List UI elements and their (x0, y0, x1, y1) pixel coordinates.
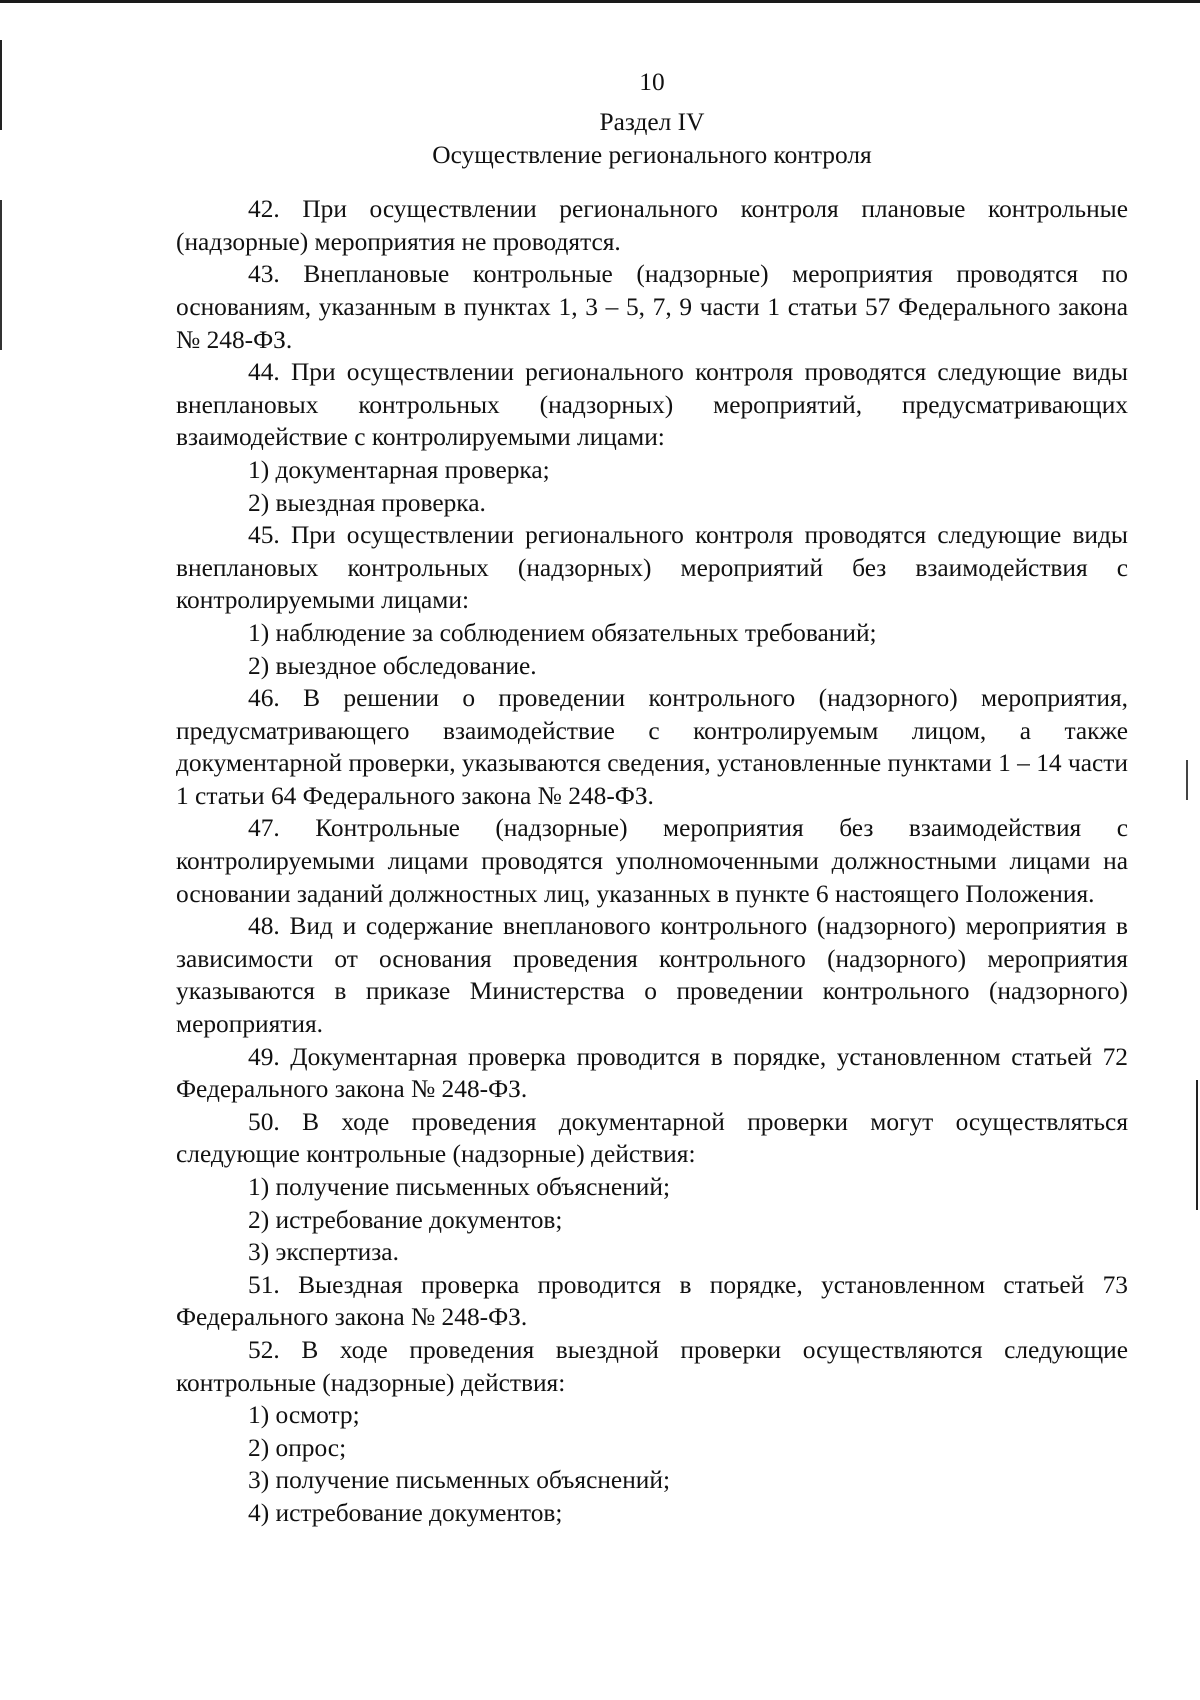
list-item: 4) истребование документов; (248, 1498, 563, 1527)
paragraph-42: 42. При осуществлении регионального контроля плановые контрольные (надзорные) мероприятия не проводятся. (176, 195, 1128, 256)
section-title: Раздел IV (599, 108, 705, 136)
paragraph-52: 52. В ходе проведения выездной проверки осуществляются следующие контрольные (надзорные) действия: (176, 1335, 1128, 1397)
paragraph-48: 48. Вид и содержание внепланового контрольного (надзорного) мероприятия в зависимости от основания проведения контрольного (надзорного) мероприятия указываются в приказе Министерства о проведении контрольного (надзорного) мероприятия. (176, 912, 1128, 1039)
list-item: 2) истребование документов; (248, 1205, 563, 1234)
list-item: 1) получение письменных объяснений; (248, 1173, 671, 1201)
scan-edge (1196, 1080, 1198, 1210)
list-item: 1) наблюдение за соблюдением обязательных требований; (248, 618, 877, 647)
paragraph-50: 50. В ходе проведения документарной проверки могут осуществляться следующие контрольные (надзорные) действия: (176, 1107, 1128, 1169)
section-subtitle: Осуществление регионального контроля (432, 140, 872, 169)
page-number: 10 (639, 68, 665, 96)
scan-edge (0, 200, 2, 350)
list-item: 3) экспертиза. (248, 1238, 399, 1267)
list-item: 1) осмотр; (248, 1401, 360, 1430)
paragraph-44: 44. При осуществлении регионального контроля проводятся следующие виды внеплановых контрольных (надзорных) мероприятий, предусматривающих взаимодействие с контролируемыми лицами: (176, 358, 1128, 452)
scan-edge (0, 40, 2, 130)
list-item: 2) выездная проверка. (248, 488, 486, 517)
paragraph-47: 47. Контрольные (надзорные) мероприятия без взаимодействия с контролируемыми лицами проводятся уполномоченными должностными лицами на основании заданий должностных лиц, указанных в пункте 6 настоящего Положения. (176, 814, 1128, 908)
scan-edge (1186, 760, 1188, 800)
scan-edge (0, 0, 1200, 3)
paragraph-43: 43. Внеплановые контрольные (надзорные) мероприятия проводятся по основаниям, указанным в пунктах 1, 3 – 5, 7, 9 части 1 статьи 57 Федерального закона № 248-ФЗ. (176, 260, 1128, 354)
paragraph-46: 46. В решении о проведении контрольного (надзорного) мероприятия, предусматривающего взаимодействие с контролируемым лицом, а также документарной проверки, указываются сведения, установленные пунктами 1 – 14 части 1 статьи 64 Федерального закона № 248-ФЗ. (176, 684, 1128, 810)
list-item: 1) документарная проверка; (248, 455, 550, 484)
paragraph-51: 51. Выездная проверка проводится в порядке, установленном статьей 73 Федерального закона № 248-ФЗ. (176, 1270, 1128, 1332)
list-item: 2) опрос; (248, 1433, 347, 1462)
list-item: 3) получение письменных объяснений; (248, 1466, 671, 1495)
document-page (176, 66, 1128, 1530)
list-item: 2) выездное обследование. (248, 651, 537, 680)
paragraph-49: 49. Документарная проверка проводится в порядке, установленном статьей 72 Федерального закона № 248-ФЗ. (176, 1042, 1128, 1104)
paragraph-45: 45. При осуществлении регионального контроля проводятся следующие виды внеплановых контрольных (надзорных) мероприятий без взаимодействия с контролируемыми лицами: (176, 521, 1128, 615)
